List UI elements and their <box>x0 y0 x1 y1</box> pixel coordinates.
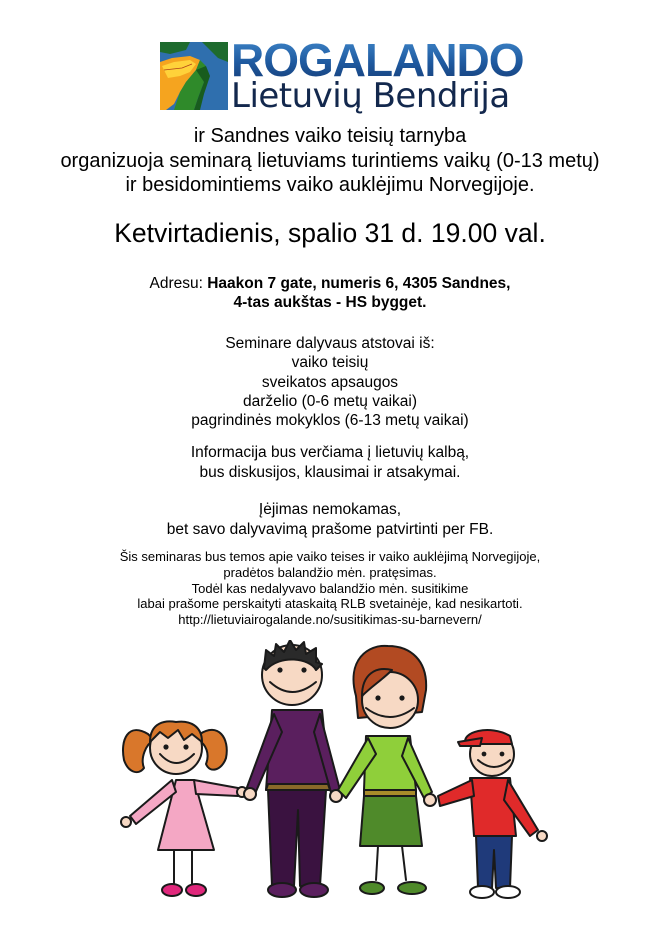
note-line: labai prašome perskaityti ataskaitą RLB svetainėje, kad nesikartoti. <box>137 596 523 612</box>
logo-subtitle: Lietuvių Bendrija <box>231 76 510 116</box>
entry-line: Įėjimas nemokamas, <box>258 501 402 518</box>
intro-line: organizuoja seminarą lietuviams turintiems vaikų (0-13 metų) <box>60 149 600 172</box>
info-line: Informacija bus verčiama į lietuvių kalbą, <box>190 444 470 461</box>
entry-info <box>0 500 660 539</box>
representative-item: pagrindinės mokyklos (6-13 metų vaikai) <box>191 412 469 430</box>
translation-info <box>0 443 660 482</box>
note-line: Šis seminaras bus temos apie vaiko teises ir vaiko auklėjimą Norvegijoje, <box>119 549 541 564</box>
boy-figure-icon <box>438 730 547 898</box>
family-illustration <box>110 640 550 920</box>
mother-figure-icon <box>338 646 436 894</box>
intro-line: ir besidomintiems vaiko auklėjimu Norvegijoje. <box>125 174 535 196</box>
address-label: Adresu: <box>149 275 208 292</box>
seminar-note <box>0 549 660 628</box>
address <box>0 274 660 312</box>
entry-line: bet savo dalyvavimą prašome patvirtinti per FB. <box>166 520 494 538</box>
intro-text <box>0 124 660 198</box>
address-line-2: 4-tas aukštas - HS bygget. <box>233 294 427 311</box>
note-line: Todėl kas nedalyvavo balandžio mėn. susitikime <box>191 580 469 596</box>
representatives <box>0 334 660 430</box>
landscape-logo-icon <box>160 42 228 110</box>
intro-line: ir Sandnes vaiko teisių tarnyba <box>193 125 467 147</box>
representatives-heading: Seminare dalyvaus atstovai iš: <box>225 335 435 352</box>
info-line: bus diskusijos, klausimai ir atsakymai. <box>199 463 461 481</box>
address-line-1: Haakon 7 gate, numeris 6, 4305 Sandnes, <box>207 275 511 292</box>
father-figure-icon <box>244 640 342 897</box>
logo <box>160 34 530 118</box>
report-link[interactable]: http://lietuviairogalande.no/susitikimas-su-barnevern/ <box>178 612 482 628</box>
event-date: Ketvirtadienis, spalio 31 d. 19.00 val. <box>114 218 546 248</box>
representative-item: vaiko teisių <box>291 354 369 372</box>
girl-figure-icon <box>121 721 247 896</box>
note-line: pradėtos balandžio mėn. pratęsimas. <box>223 564 437 580</box>
representative-item: darželio (0-6 metų vaikai) <box>242 392 417 410</box>
representative-item: sveikatos apsaugos <box>261 373 399 391</box>
logo-title: ROGALANDO <box>231 34 524 86</box>
